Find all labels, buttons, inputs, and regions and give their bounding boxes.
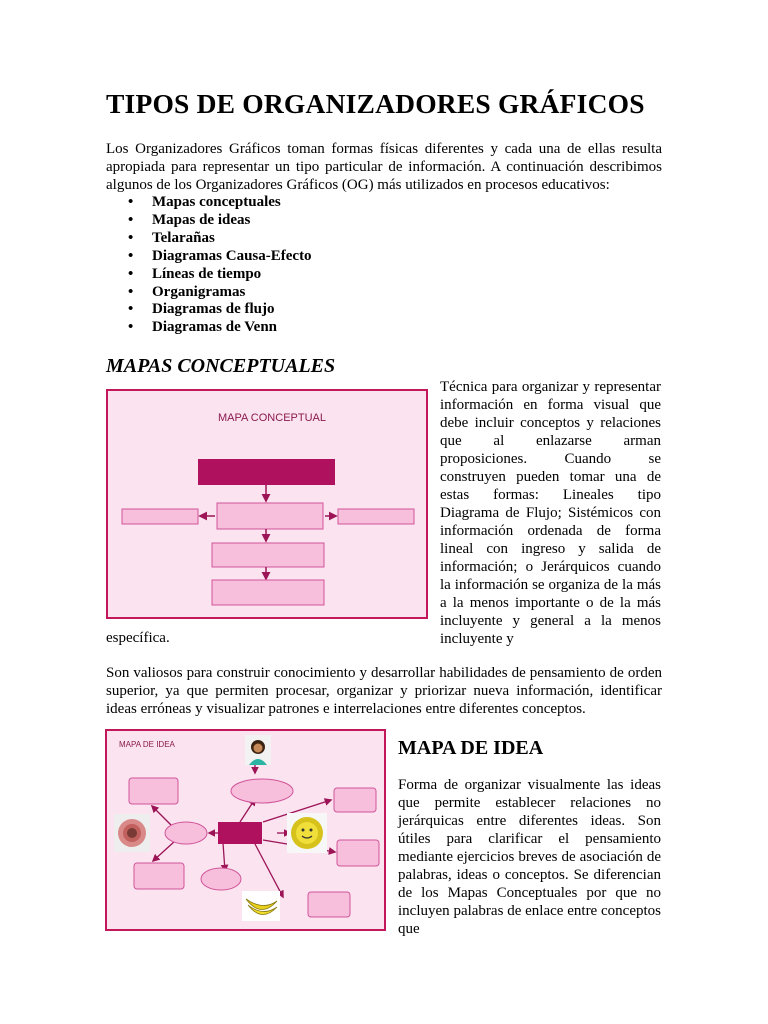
page-title: TIPOS DE ORGANIZADORES GRÁFICOS xyxy=(106,88,645,119)
idea-map-figure xyxy=(105,729,386,931)
list-item: • Mapas de ideas xyxy=(128,211,251,228)
concept-box xyxy=(212,580,324,605)
idea-box xyxy=(337,840,379,866)
idea-box xyxy=(308,892,350,917)
bullet-icon: • xyxy=(128,194,134,210)
idea-box xyxy=(334,788,376,812)
idea-box xyxy=(134,863,184,889)
flower-icon xyxy=(114,814,150,852)
list-item: • Líneas de tiempo xyxy=(128,265,262,282)
idea-map-diagram xyxy=(105,729,386,931)
concept-map-diagram xyxy=(106,389,428,619)
section-heading-mapa-de-idea: MAPA DE IDEA xyxy=(398,737,544,759)
sun-icon xyxy=(287,813,327,853)
idea-box xyxy=(129,778,178,804)
bullet-icon: • xyxy=(128,247,134,264)
mapa-de-idea-text: Forma de organizar visualmente las ideas que permite establecer relaciones no jerárquicas entre diferentes ideas. Son útiles para clarificar el pensamiento mediante ejercicios breves de asociación de palabras, ideas o conceptos. Se diferencian de los Mapas Conceptuales por que no incluyen palabras de enlace entre conceptos que xyxy=(398,777,661,937)
valiosos-paragraph: Son valiosos para construir conocimiento y desarrollar habilidades de pensamiento de orden superior, ya que permiten procesar, organizar y priorizar nueva información, identificar ideas erróneas y visualizar patrones e interrelaciones entre diferentes conceptos. xyxy=(106,665,662,717)
concept-box-right xyxy=(338,509,414,524)
idea-ellipse xyxy=(165,822,207,844)
mapas-conceptuales-text-tail: específica. xyxy=(106,630,170,646)
bullet-icon: • xyxy=(128,301,134,318)
list-item: • Diagramas de flujo xyxy=(128,301,275,318)
concept-box xyxy=(217,503,323,529)
organizer-types-list xyxy=(106,194,312,337)
figure-title: MAPA DE IDEA xyxy=(119,740,175,749)
central-idea-box xyxy=(218,822,262,844)
bullet-icon: • xyxy=(128,283,134,300)
banana-icon xyxy=(242,891,280,921)
list-item: • Diagramas Causa-Efecto xyxy=(128,247,312,264)
bullet-icon: • xyxy=(128,265,134,282)
list-item: • Diagramas de Venn xyxy=(128,319,278,336)
bullet-icon: • xyxy=(128,229,134,246)
concept-map-figure xyxy=(106,389,428,619)
intro-paragraph: Los Organizadores Gráficos toman formas físicas diferentes y cada una de ellas resulta apropiada para representar un tipo particular de información. A continuación describimos algunos de los Organizadores Gráficos (OG) más utilizados en procesos educativos: xyxy=(106,141,662,193)
list-item: • Telarañas xyxy=(128,229,215,246)
mapas-conceptuales-text: Técnica para organizar y representar información en forma visual que debe incluir conceptos y relaciones que al enlazarse arman proposiciones. Cuando se construyen pueden tomar una de estas formas: Lineales tipo Diagrama de Flujo; Sistémicos con información ordenada de forma lineal con ingreso y salida de información; o Jerárquicos cuando la información se organiza de la más a la menos importante o de la más incluyente y general a la menos incluyente y xyxy=(440,379,661,647)
figure-title: MAPA CONCEPTUAL xyxy=(218,412,326,424)
idea-ellipse xyxy=(231,779,293,803)
bullet-icon: • xyxy=(128,319,134,336)
concept-box-left xyxy=(122,509,198,524)
main-concept-box xyxy=(198,459,335,485)
concept-box xyxy=(212,543,324,567)
person-icon xyxy=(245,735,271,765)
idea-ellipse xyxy=(201,868,241,890)
section-heading-mapas-conceptuales: MAPAS CONCEPTUALES xyxy=(106,355,336,377)
bullet-icon: • xyxy=(128,211,134,228)
list-item: • Organigramas xyxy=(128,283,246,300)
list-item: • Mapas conceptuales xyxy=(128,194,281,210)
